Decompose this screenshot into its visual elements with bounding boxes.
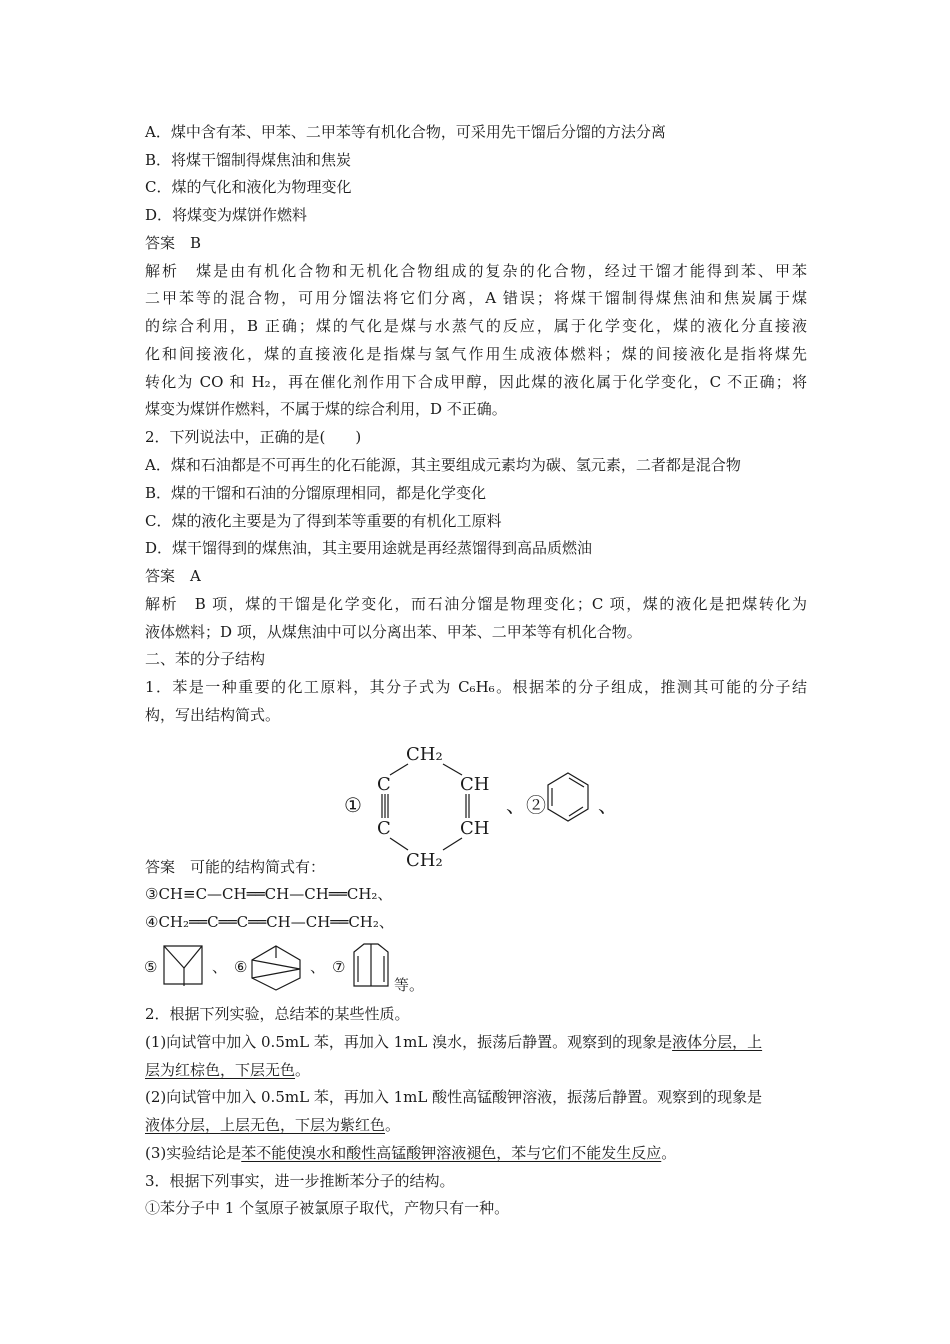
q1-analysis-line: 转化为 CO 和 H₂，再在催化剂作用下合成甲醇，因此煤的液化属于化学变化，C 不正确；将 xyxy=(145,373,807,391)
q2-stem: 2．下列说法中，正确的是( ) xyxy=(145,428,362,446)
q1-option-b: B．将煤干馏制得煤焦油和焦炭 xyxy=(145,151,352,169)
atom-ch2-bottom: CH₂ xyxy=(406,850,443,871)
structure-sep-2: 、② xyxy=(506,793,546,817)
structure-figure-1-2 xyxy=(330,730,630,880)
structure-end-sep: 、 xyxy=(598,793,618,817)
structure-end-7: 等。 xyxy=(394,976,425,994)
experiment-1-answer-part1: 液体分层，上 xyxy=(672,1033,763,1051)
q1-analysis-line: 解析 煤是由有机化合物和无机化合物组成的复杂的化合物，经过干馏才能得到苯、甲苯 xyxy=(145,262,807,280)
atom-ch-right-bottom: CH xyxy=(460,818,490,839)
experiment-1-line-1 xyxy=(145,1032,762,1052)
q1-analysis-line: 二甲苯等的混合物，可用分馏法将它们分离，A 错误；将煤干馏制得煤焦油和焦炭属于煤 xyxy=(145,289,807,307)
experiment-3-text: (3)实验结论是 xyxy=(145,1144,242,1162)
q2-analysis-line: 解析 B 项，煤的干馏是化学变化，而石油分馏是物理变化；C 项，煤的液化是把煤转化为 xyxy=(145,595,807,613)
experiment-2-line-1: (2)向试管中加入 0.5mL 苯，再加入 1mL 酸性高锰酸钾溶液，振荡后静置。观察到的现象是 xyxy=(145,1088,763,1106)
experiment-1-end: 。 xyxy=(295,1061,311,1079)
q1-analysis-line: 化和间接液化，煤的直接液化是指煤与氢气作用生成液体燃料；煤的间接液化是指将煤先 xyxy=(145,345,807,363)
experiment-3-end: 。 xyxy=(661,1144,677,1162)
q2-answer: 答案 A xyxy=(145,567,201,585)
structure-sep-6: 、 xyxy=(310,958,326,976)
experiment-1-line-2 xyxy=(145,1060,310,1080)
atom-c-left-top: C xyxy=(377,774,391,795)
prismane-icon xyxy=(164,946,202,986)
benzene-kekule-icon xyxy=(548,773,588,821)
q3-stem: 3．根据下列事实，进一步推断苯分子的结构。 xyxy=(145,1172,455,1190)
experiment-3-answer: 苯不能使溴水和酸性高锰酸钾溶液褪色，苯与它们不能发生反应 xyxy=(241,1144,662,1162)
experiment-3-line xyxy=(145,1143,676,1163)
experiment-1-text: (1)向试管中加入 0.5mL 苯，再加入 1mL 溴水，振荡后静置。观察到的现象是 xyxy=(145,1033,673,1051)
q2-option-d: D．煤干馏得到的煤焦油，其主要用途就是再经蒸馏得到高品质燃油 xyxy=(145,539,593,557)
q2-analysis-line: 液体燃料；D 项，从煤焦油中可以分离出苯、甲苯、二甲苯等有机化合物。 xyxy=(145,623,642,641)
q1-option-a: A．煤中含有苯、甲苯、二甲苯等有机化合物，可采用先干馏后分馏的方法分离 xyxy=(145,123,666,141)
structure-sep-5: 、 xyxy=(212,958,228,976)
bond-lines xyxy=(382,764,469,850)
q2-option-a: A．煤和石油都是不可再生的化石能源，其主要组成元素均为碳、氢元素，二者都是混合物 xyxy=(145,456,741,474)
structure-label-6: ⑥ xyxy=(234,958,248,976)
section-heading: 二、苯的分子结构 xyxy=(145,650,266,668)
structure-label-5: ⑤ xyxy=(144,958,158,976)
experiment-2-line-2 xyxy=(145,1115,400,1135)
q2-option-c: C．煤的液化主要是为了得到苯等重要的有机化工原料 xyxy=(145,512,502,530)
section2-p1-line: 构，写出结构简式。 xyxy=(145,706,281,724)
atom-ch2-top: CH₂ xyxy=(406,744,443,765)
structure-3: ③CH≡C—CH══CH—CH══CH₂、 xyxy=(145,885,393,903)
structure-label-1: ① xyxy=(344,793,362,817)
section2-p1-line: 1．苯是一种重要的化工原料，其分子式为 C₆H₆。根据苯的分子组成，推测其可能的分子结 xyxy=(145,678,807,696)
q1-answer: 答案 B xyxy=(145,234,202,252)
structure-4: ④CH₂══C══C══CH—CH══CH₂、 xyxy=(145,913,394,931)
experiment-2-answer: 液体分层，上层无色，下层为紫红色 xyxy=(145,1116,386,1134)
answer-intro: 答案 可能的结构简式有： xyxy=(145,858,326,876)
q1-option-c: C．煤的气化和液化为物理变化 xyxy=(145,178,352,196)
q3-fact-1: ①苯分子中 1 个氢原子被氯原子取代，产物只有一种。 xyxy=(145,1199,510,1217)
dewar-benzene-icon xyxy=(354,944,388,986)
q2-option-b: B．煤的干馏和石油的分馏原理相同，都是化学变化 xyxy=(145,484,487,502)
experiment-1-answer-part2: 层为红棕色，下层无色 xyxy=(145,1061,296,1079)
experiment-2-end: 。 xyxy=(385,1116,401,1134)
atom-ch-right-top: CH xyxy=(460,774,490,795)
q1-analysis-line: 的综合利用，B 正确；煤的气化是煤与水蒸气的反应，属于化学变化，煤的液化分直接液 xyxy=(145,317,807,335)
structure-figure-5-6-7 xyxy=(140,938,450,996)
structure-label-7: ⑦ xyxy=(332,958,346,976)
q1-analysis-line: 煤变为煤饼作燃料，不属于煤的综合利用，D 不正确。 xyxy=(145,400,507,418)
q2b-stem: 2．根据下列实验，总结苯的某些性质。 xyxy=(145,1005,410,1023)
atom-c-left-bottom: C xyxy=(377,818,391,839)
benzvalene-icon xyxy=(252,946,300,990)
q1-option-d: D．将煤变为煤饼作燃料 xyxy=(145,206,308,224)
